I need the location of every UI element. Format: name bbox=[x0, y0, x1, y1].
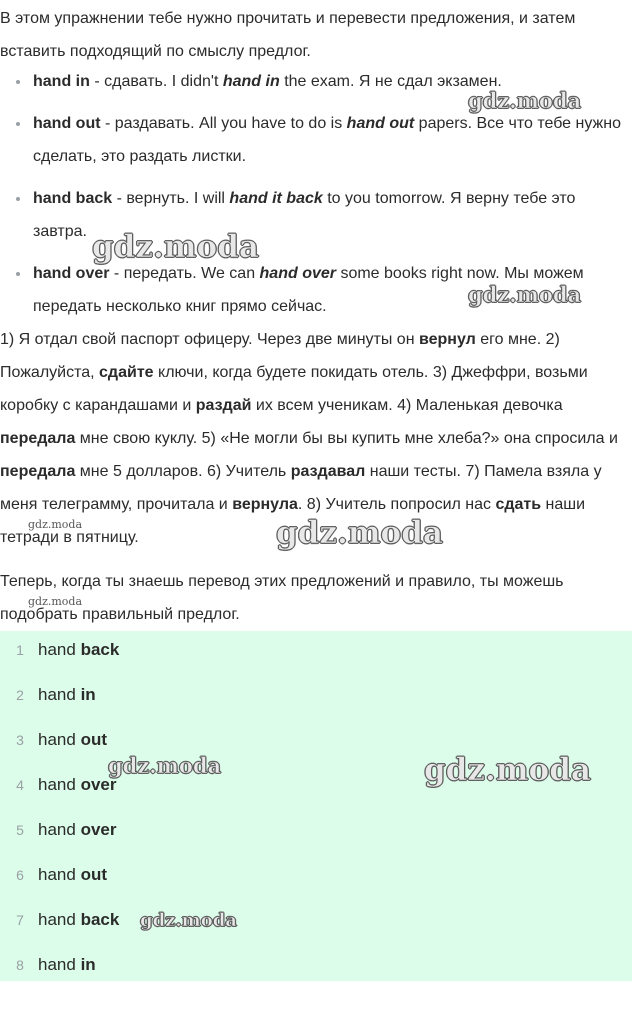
answer-number: 2 bbox=[16, 686, 24, 703]
rule-term: hand out bbox=[33, 115, 101, 132]
answer-word: передала bbox=[0, 430, 76, 447]
answer-preposition: over bbox=[80, 819, 117, 839]
rule-term: hand over bbox=[33, 265, 110, 282]
rule-example: hand in bbox=[222, 73, 280, 90]
rule-term: hand back bbox=[33, 190, 113, 207]
rule-item: hand out - раздавать. All you have to do is hand out papers. Все что тебе нужно сделать, это раздать листки. bbox=[0, 107, 632, 173]
answer-row: 4 hand over bbox=[0, 762, 632, 807]
answer-preposition: back bbox=[80, 909, 120, 929]
answer-preposition: back bbox=[80, 639, 120, 659]
watermark: gdz.moda bbox=[108, 753, 222, 778]
watermark: gdz.moda bbox=[424, 752, 591, 788]
answer-word: раздай bbox=[195, 397, 252, 414]
rules-list bbox=[0, 65, 632, 323]
answer-number: 4 bbox=[16, 776, 24, 793]
answer-row: 8 hand in bbox=[0, 942, 632, 987]
answers-box bbox=[0, 631, 632, 981]
answer-row: 1 hand back bbox=[0, 627, 632, 672]
answer-word: сдать bbox=[495, 496, 542, 513]
watermark: gdz.moda bbox=[468, 88, 582, 113]
answer-word: раздавал bbox=[290, 463, 366, 480]
rule-item: hand over - передать. We can hand over some books right now. Мы можем передать несколько книг прямо сейчас. bbox=[0, 257, 632, 323]
answer-preposition: in bbox=[80, 954, 96, 974]
answer-row: 6 hand out bbox=[0, 852, 632, 897]
rule-item: hand back - вернуть. I will hand it back to you tomorrow. Я верну тебе это завтра. bbox=[0, 182, 632, 248]
answer-preposition: in bbox=[80, 684, 96, 704]
answer-preposition: out bbox=[80, 864, 107, 884]
watermark: gdz.moda bbox=[140, 910, 237, 931]
rule-item: hand in - сдавать. I didn't hand in the exam. Я не сдал экзамен. bbox=[0, 65, 632, 98]
answer-number: 3 bbox=[16, 731, 24, 748]
answer-number: 5 bbox=[16, 821, 24, 838]
answer-row: 5 hand over bbox=[0, 807, 632, 852]
rule-example: hand over bbox=[259, 265, 336, 282]
intro-text: В этом упражнении тебе нужно прочитать и перевести предложения, и затем вставить подходящий по смыслу предлог. bbox=[0, 10, 576, 60]
answer-row: 7 hand back bbox=[0, 897, 632, 942]
answer-number: 7 bbox=[16, 911, 24, 928]
answer-word: вернула bbox=[232, 496, 298, 513]
answer-word: передала bbox=[0, 463, 76, 480]
answer-preposition: over bbox=[80, 774, 117, 794]
rule-example: hand it back bbox=[229, 190, 323, 207]
watermark: gdz.moda bbox=[28, 595, 83, 608]
answer-word: вернул bbox=[418, 331, 476, 348]
answer-number: 8 bbox=[16, 956, 24, 973]
answer-preposition: out bbox=[80, 729, 107, 749]
rule-example: hand out bbox=[346, 115, 415, 132]
watermark: gdz.moda bbox=[92, 229, 259, 265]
watermark: gdz.moda bbox=[468, 282, 582, 307]
answer-row: 3 hand out bbox=[0, 717, 632, 762]
answer-number: 6 bbox=[16, 866, 24, 883]
translated-sentences: 1) Я отдал свой паспорт офицеру. Через две минуты он вернул его мне. 2) Пожалуйста, сдайте ключи, когда будете покидать отель. 3) Джеффри, возьми коробку с карандашами и раздай их всем ученикам. 4) Маленькая девочка передала мне свою куклу. 5) «Не могли бы вы купить мне хлеба?» она спросила и передала мне 5 долларов. 6) Учитель раздавал наши тесты. 7) Памела взяла у меня телеграмму, прочитала и вернула. 8) Учитель попросил нас сдать наши тетради в пятницу. bbox=[0, 331, 618, 546]
answer-row: 2 hand in bbox=[0, 672, 632, 717]
rule-term: hand in bbox=[33, 73, 90, 90]
watermark: gdz.moda bbox=[276, 515, 443, 551]
watermark: gdz.moda bbox=[28, 518, 83, 531]
answer-number: 1 bbox=[16, 641, 24, 658]
answer-word: сдайте bbox=[99, 364, 154, 381]
conclusion-text: Теперь, когда ты знаешь перевод этих предложений и правило, ты можешь подобрать правильный предлог. bbox=[0, 573, 564, 623]
